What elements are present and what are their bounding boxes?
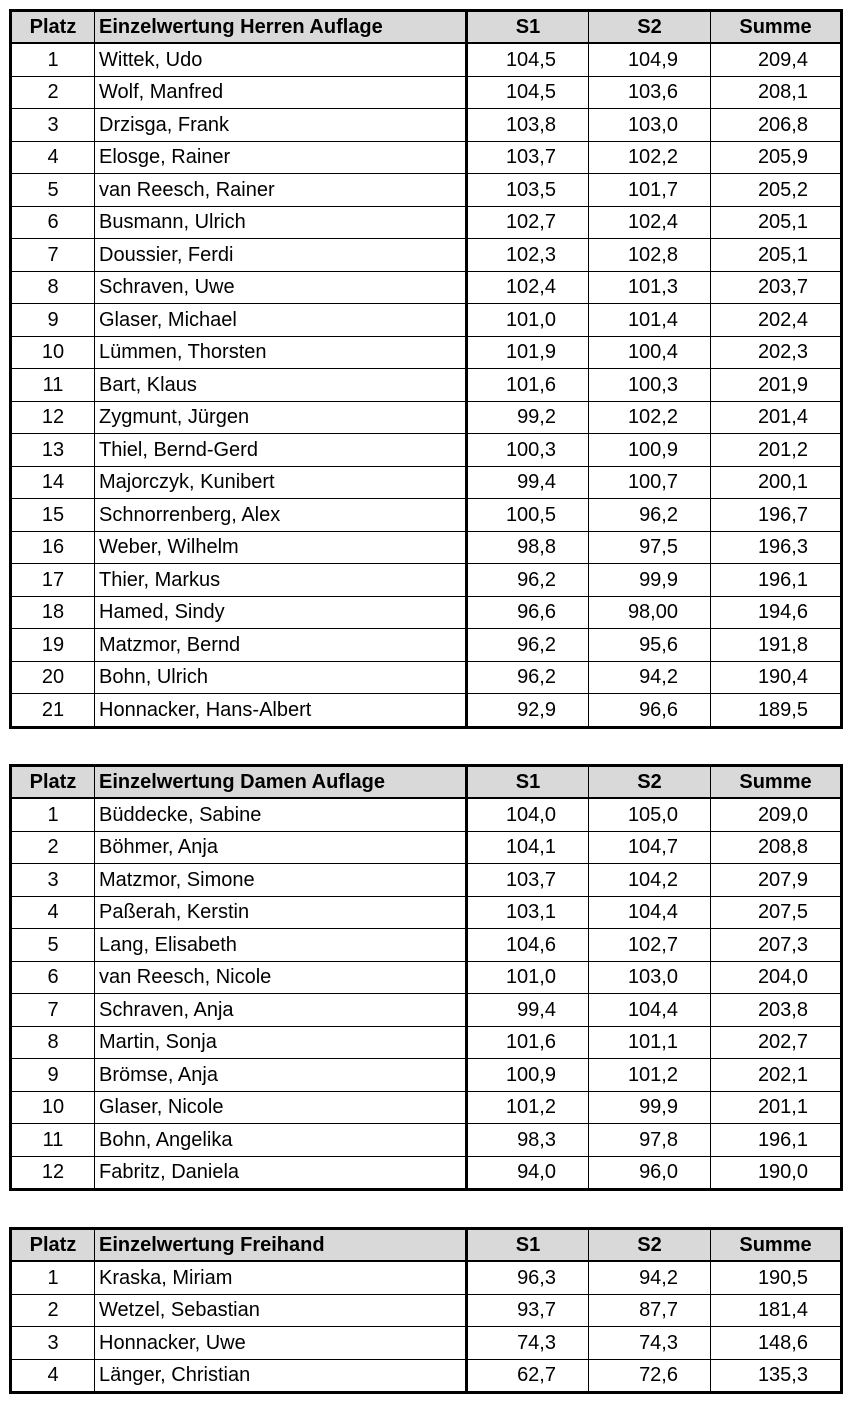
name-cell: Thiel, Bernd-Gerd [95,434,467,467]
sum-cell: 201,1 [711,1091,842,1124]
name-cell: Hamed, Sindy [95,596,467,629]
s1-cell: 93,7 [467,1294,589,1327]
s2-cell: 100,3 [589,369,711,402]
place-cell: 18 [11,596,95,629]
table-row [11,174,842,207]
sum-cell: 190,5 [711,1261,842,1294]
s1-cell: 101,6 [467,369,589,402]
sum-cell: 189,5 [711,694,842,728]
column-header-place: Platz [11,766,95,799]
table-row [11,1124,842,1157]
name-cell: Schnorrenberg, Alex [95,499,467,532]
s1-cell: 98,8 [467,531,589,564]
table-header-row [11,766,842,799]
name-cell: Schraven, Anja [95,994,467,1027]
table-title: Einzelwertung Freihand [95,1229,467,1262]
table-row [11,369,842,402]
sum-cell: 190,0 [711,1156,842,1190]
s2-cell: 102,7 [589,929,711,962]
s1-cell: 98,3 [467,1124,589,1157]
table-title: Einzelwertung Herren Auflage [95,11,467,44]
sum-cell: 209,0 [711,798,842,831]
s2-cell: 104,9 [589,43,711,76]
sum-cell: 205,1 [711,206,842,239]
table-row [11,336,842,369]
table-row [11,1359,842,1393]
table-row [11,694,842,728]
sum-cell: 135,3 [711,1359,842,1393]
s2-cell: 102,8 [589,239,711,272]
table-row [11,994,842,1027]
table-row [11,1091,842,1124]
place-cell: 1 [11,798,95,831]
place-cell: 10 [11,336,95,369]
table-row [11,896,842,929]
name-cell: Drzisga, Frank [95,109,467,142]
s1-cell: 104,5 [467,43,589,76]
s2-cell: 99,9 [589,564,711,597]
column-header-sum: Summe [711,1229,842,1262]
sum-cell: 181,4 [711,1294,842,1327]
table-row [11,499,842,532]
place-cell: 7 [11,994,95,1027]
name-cell: Bohn, Ulrich [95,661,467,694]
table-row [11,629,842,662]
s1-cell: 74,3 [467,1327,589,1360]
s1-cell: 101,9 [467,336,589,369]
s1-cell: 96,6 [467,596,589,629]
s1-cell: 96,2 [467,629,589,662]
sum-cell: 196,3 [711,531,842,564]
place-cell: 11 [11,369,95,402]
s2-cell: 74,3 [589,1327,711,1360]
s2-cell: 104,4 [589,896,711,929]
s1-cell: 62,7 [467,1359,589,1393]
place-cell: 9 [11,1059,95,1092]
table-row [11,304,842,337]
sum-cell: 201,9 [711,369,842,402]
s2-cell: 102,4 [589,206,711,239]
table-row [11,43,842,76]
s1-cell: 104,6 [467,929,589,962]
table-row [11,76,842,109]
s1-cell: 96,3 [467,1261,589,1294]
sum-cell: 196,1 [711,1124,842,1157]
place-cell: 17 [11,564,95,597]
place-cell: 4 [11,141,95,174]
s2-cell: 101,1 [589,1026,711,1059]
name-cell: Elosge, Rainer [95,141,467,174]
s1-cell: 94,0 [467,1156,589,1190]
place-cell: 5 [11,929,95,962]
place-cell: 4 [11,896,95,929]
place-cell: 8 [11,271,95,304]
s1-cell: 101,0 [467,961,589,994]
place-cell: 2 [11,831,95,864]
s2-cell: 95,6 [589,629,711,662]
sum-cell: 200,1 [711,466,842,499]
s2-cell: 102,2 [589,401,711,434]
sum-cell: 196,1 [711,564,842,597]
name-cell: Zygmunt, Jürgen [95,401,467,434]
sum-cell: 202,3 [711,336,842,369]
table-row [11,141,842,174]
s2-cell: 72,6 [589,1359,711,1393]
s2-cell: 104,2 [589,864,711,897]
s1-cell: 99,2 [467,401,589,434]
s2-cell: 97,5 [589,531,711,564]
s2-cell: 103,0 [589,109,711,142]
place-cell: 14 [11,466,95,499]
place-cell: 19 [11,629,95,662]
s1-cell: 103,7 [467,864,589,897]
table-row [11,564,842,597]
s1-cell: 101,2 [467,1091,589,1124]
s1-cell: 99,4 [467,994,589,1027]
name-cell: Thier, Markus [95,564,467,597]
freihand-table [9,1227,843,1394]
table-row [11,466,842,499]
place-cell: 9 [11,304,95,337]
column-header-s1: S1 [467,11,589,44]
name-cell: Länger, Christian [95,1359,467,1393]
sum-cell: 190,4 [711,661,842,694]
name-cell: Martin, Sonja [95,1026,467,1059]
table-row [11,239,842,272]
column-header-s2: S2 [589,766,711,799]
s2-cell: 94,2 [589,661,711,694]
place-cell: 3 [11,864,95,897]
damen-auflage-table [9,764,843,1191]
place-cell: 21 [11,694,95,728]
sum-cell: 205,1 [711,239,842,272]
sum-cell: 202,7 [711,1026,842,1059]
name-cell: Bart, Klaus [95,369,467,402]
herren-auflage-table [9,9,843,729]
table-header-row [11,11,842,44]
s2-cell: 104,7 [589,831,711,864]
column-header-s1: S1 [467,1229,589,1262]
sum-cell: 148,6 [711,1327,842,1360]
s1-cell: 102,4 [467,271,589,304]
table-title: Einzelwertung Damen Auflage [95,766,467,799]
sum-cell: 208,1 [711,76,842,109]
place-cell: 4 [11,1359,95,1393]
name-cell: Honnacker, Hans-Albert [95,694,467,728]
sum-cell: 207,9 [711,864,842,897]
place-cell: 12 [11,401,95,434]
s1-cell: 99,4 [467,466,589,499]
s2-cell: 96,6 [589,694,711,728]
sum-cell: 201,2 [711,434,842,467]
name-cell: Matzmor, Simone [95,864,467,897]
s2-cell: 101,7 [589,174,711,207]
name-cell: Brömse, Anja [95,1059,467,1092]
sum-cell: 204,0 [711,961,842,994]
s2-cell: 100,9 [589,434,711,467]
s1-cell: 102,7 [467,206,589,239]
s1-cell: 101,6 [467,1026,589,1059]
sum-cell: 201,4 [711,401,842,434]
s2-cell: 102,2 [589,141,711,174]
sum-cell: 196,7 [711,499,842,532]
table-row [11,798,842,831]
sum-cell: 191,8 [711,629,842,662]
column-header-place: Platz [11,1229,95,1262]
column-header-s2: S2 [589,1229,711,1262]
sum-cell: 202,4 [711,304,842,337]
s1-cell: 104,0 [467,798,589,831]
sum-cell: 206,8 [711,109,842,142]
s1-cell: 101,0 [467,304,589,337]
s2-cell: 96,0 [589,1156,711,1190]
name-cell: Fabritz, Daniela [95,1156,467,1190]
name-cell: Kraska, Miriam [95,1261,467,1294]
place-cell: 6 [11,961,95,994]
column-header-s1: S1 [467,766,589,799]
s1-cell: 104,5 [467,76,589,109]
name-cell: Honnacker, Uwe [95,1327,467,1360]
s2-cell: 99,9 [589,1091,711,1124]
name-cell: Böhmer, Anja [95,831,467,864]
name-cell: Glaser, Michael [95,304,467,337]
place-cell: 3 [11,109,95,142]
sum-cell: 209,4 [711,43,842,76]
column-header-sum: Summe [711,766,842,799]
table-row [11,109,842,142]
table-row [11,1059,842,1092]
table-row [11,1261,842,1294]
sum-cell: 208,8 [711,831,842,864]
table-row [11,434,842,467]
table-row [11,661,842,694]
column-header-s2: S2 [589,11,711,44]
name-cell: Wetzel, Sebastian [95,1294,467,1327]
name-cell: van Reesch, Rainer [95,174,467,207]
s1-cell: 100,9 [467,1059,589,1092]
place-cell: 11 [11,1124,95,1157]
name-cell: Doussier, Ferdi [95,239,467,272]
column-header-place: Platz [11,11,95,44]
name-cell: Wittek, Udo [95,43,467,76]
place-cell: 7 [11,239,95,272]
name-cell: Bohn, Angelika [95,1124,467,1157]
table-row [11,864,842,897]
name-cell: van Reesch, Nicole [95,961,467,994]
table-row [11,1294,842,1327]
s2-cell: 105,0 [589,798,711,831]
s1-cell: 96,2 [467,661,589,694]
place-cell: 8 [11,1026,95,1059]
s1-cell: 96,2 [467,564,589,597]
place-cell: 3 [11,1327,95,1360]
place-cell: 5 [11,174,95,207]
name-cell: Schraven, Uwe [95,271,467,304]
name-cell: Matzmor, Bernd [95,629,467,662]
name-cell: Lümmen, Thorsten [95,336,467,369]
place-cell: 15 [11,499,95,532]
name-cell: Lang, Elisabeth [95,929,467,962]
s1-cell: 92,9 [467,694,589,728]
name-cell: Wolf, Manfred [95,76,467,109]
s2-cell: 100,4 [589,336,711,369]
place-cell: 16 [11,531,95,564]
table-row [11,271,842,304]
table-row [11,596,842,629]
s2-cell: 103,0 [589,961,711,994]
name-cell: Weber, Wilhelm [95,531,467,564]
name-cell: Busmann, Ulrich [95,206,467,239]
s2-cell: 103,6 [589,76,711,109]
name-cell: Glaser, Nicole [95,1091,467,1124]
s2-cell: 100,7 [589,466,711,499]
table-row [11,531,842,564]
sum-cell: 203,8 [711,994,842,1027]
sum-cell: 202,1 [711,1059,842,1092]
s1-cell: 103,7 [467,141,589,174]
place-cell: 13 [11,434,95,467]
table-row [11,1026,842,1059]
s2-cell: 94,2 [589,1261,711,1294]
s1-cell: 103,8 [467,109,589,142]
table-row [11,929,842,962]
sum-cell: 205,9 [711,141,842,174]
place-cell: 1 [11,43,95,76]
table-row [11,1156,842,1190]
place-cell: 12 [11,1156,95,1190]
sum-cell: 194,6 [711,596,842,629]
table-row [11,206,842,239]
sum-cell: 203,7 [711,271,842,304]
table-row [11,401,842,434]
table-row [11,831,842,864]
column-header-sum: Summe [711,11,842,44]
s1-cell: 103,1 [467,896,589,929]
s1-cell: 104,1 [467,831,589,864]
place-cell: 1 [11,1261,95,1294]
s1-cell: 103,5 [467,174,589,207]
place-cell: 10 [11,1091,95,1124]
place-cell: 2 [11,76,95,109]
name-cell: Büddecke, Sabine [95,798,467,831]
table-row [11,961,842,994]
place-cell: 20 [11,661,95,694]
s2-cell: 98,00 [589,596,711,629]
name-cell: Paßerah, Kerstin [95,896,467,929]
sum-cell: 205,2 [711,174,842,207]
name-cell: Majorczyk, Kunibert [95,466,467,499]
s2-cell: 101,3 [589,271,711,304]
s1-cell: 100,5 [467,499,589,532]
s2-cell: 101,4 [589,304,711,337]
table-header-row [11,1229,842,1262]
place-cell: 2 [11,1294,95,1327]
sum-cell: 207,5 [711,896,842,929]
s1-cell: 102,3 [467,239,589,272]
s2-cell: 101,2 [589,1059,711,1092]
sum-cell: 207,3 [711,929,842,962]
s2-cell: 104,4 [589,994,711,1027]
s2-cell: 97,8 [589,1124,711,1157]
s2-cell: 87,7 [589,1294,711,1327]
s1-cell: 100,3 [467,434,589,467]
table-row [11,1327,842,1360]
place-cell: 6 [11,206,95,239]
s2-cell: 96,2 [589,499,711,532]
